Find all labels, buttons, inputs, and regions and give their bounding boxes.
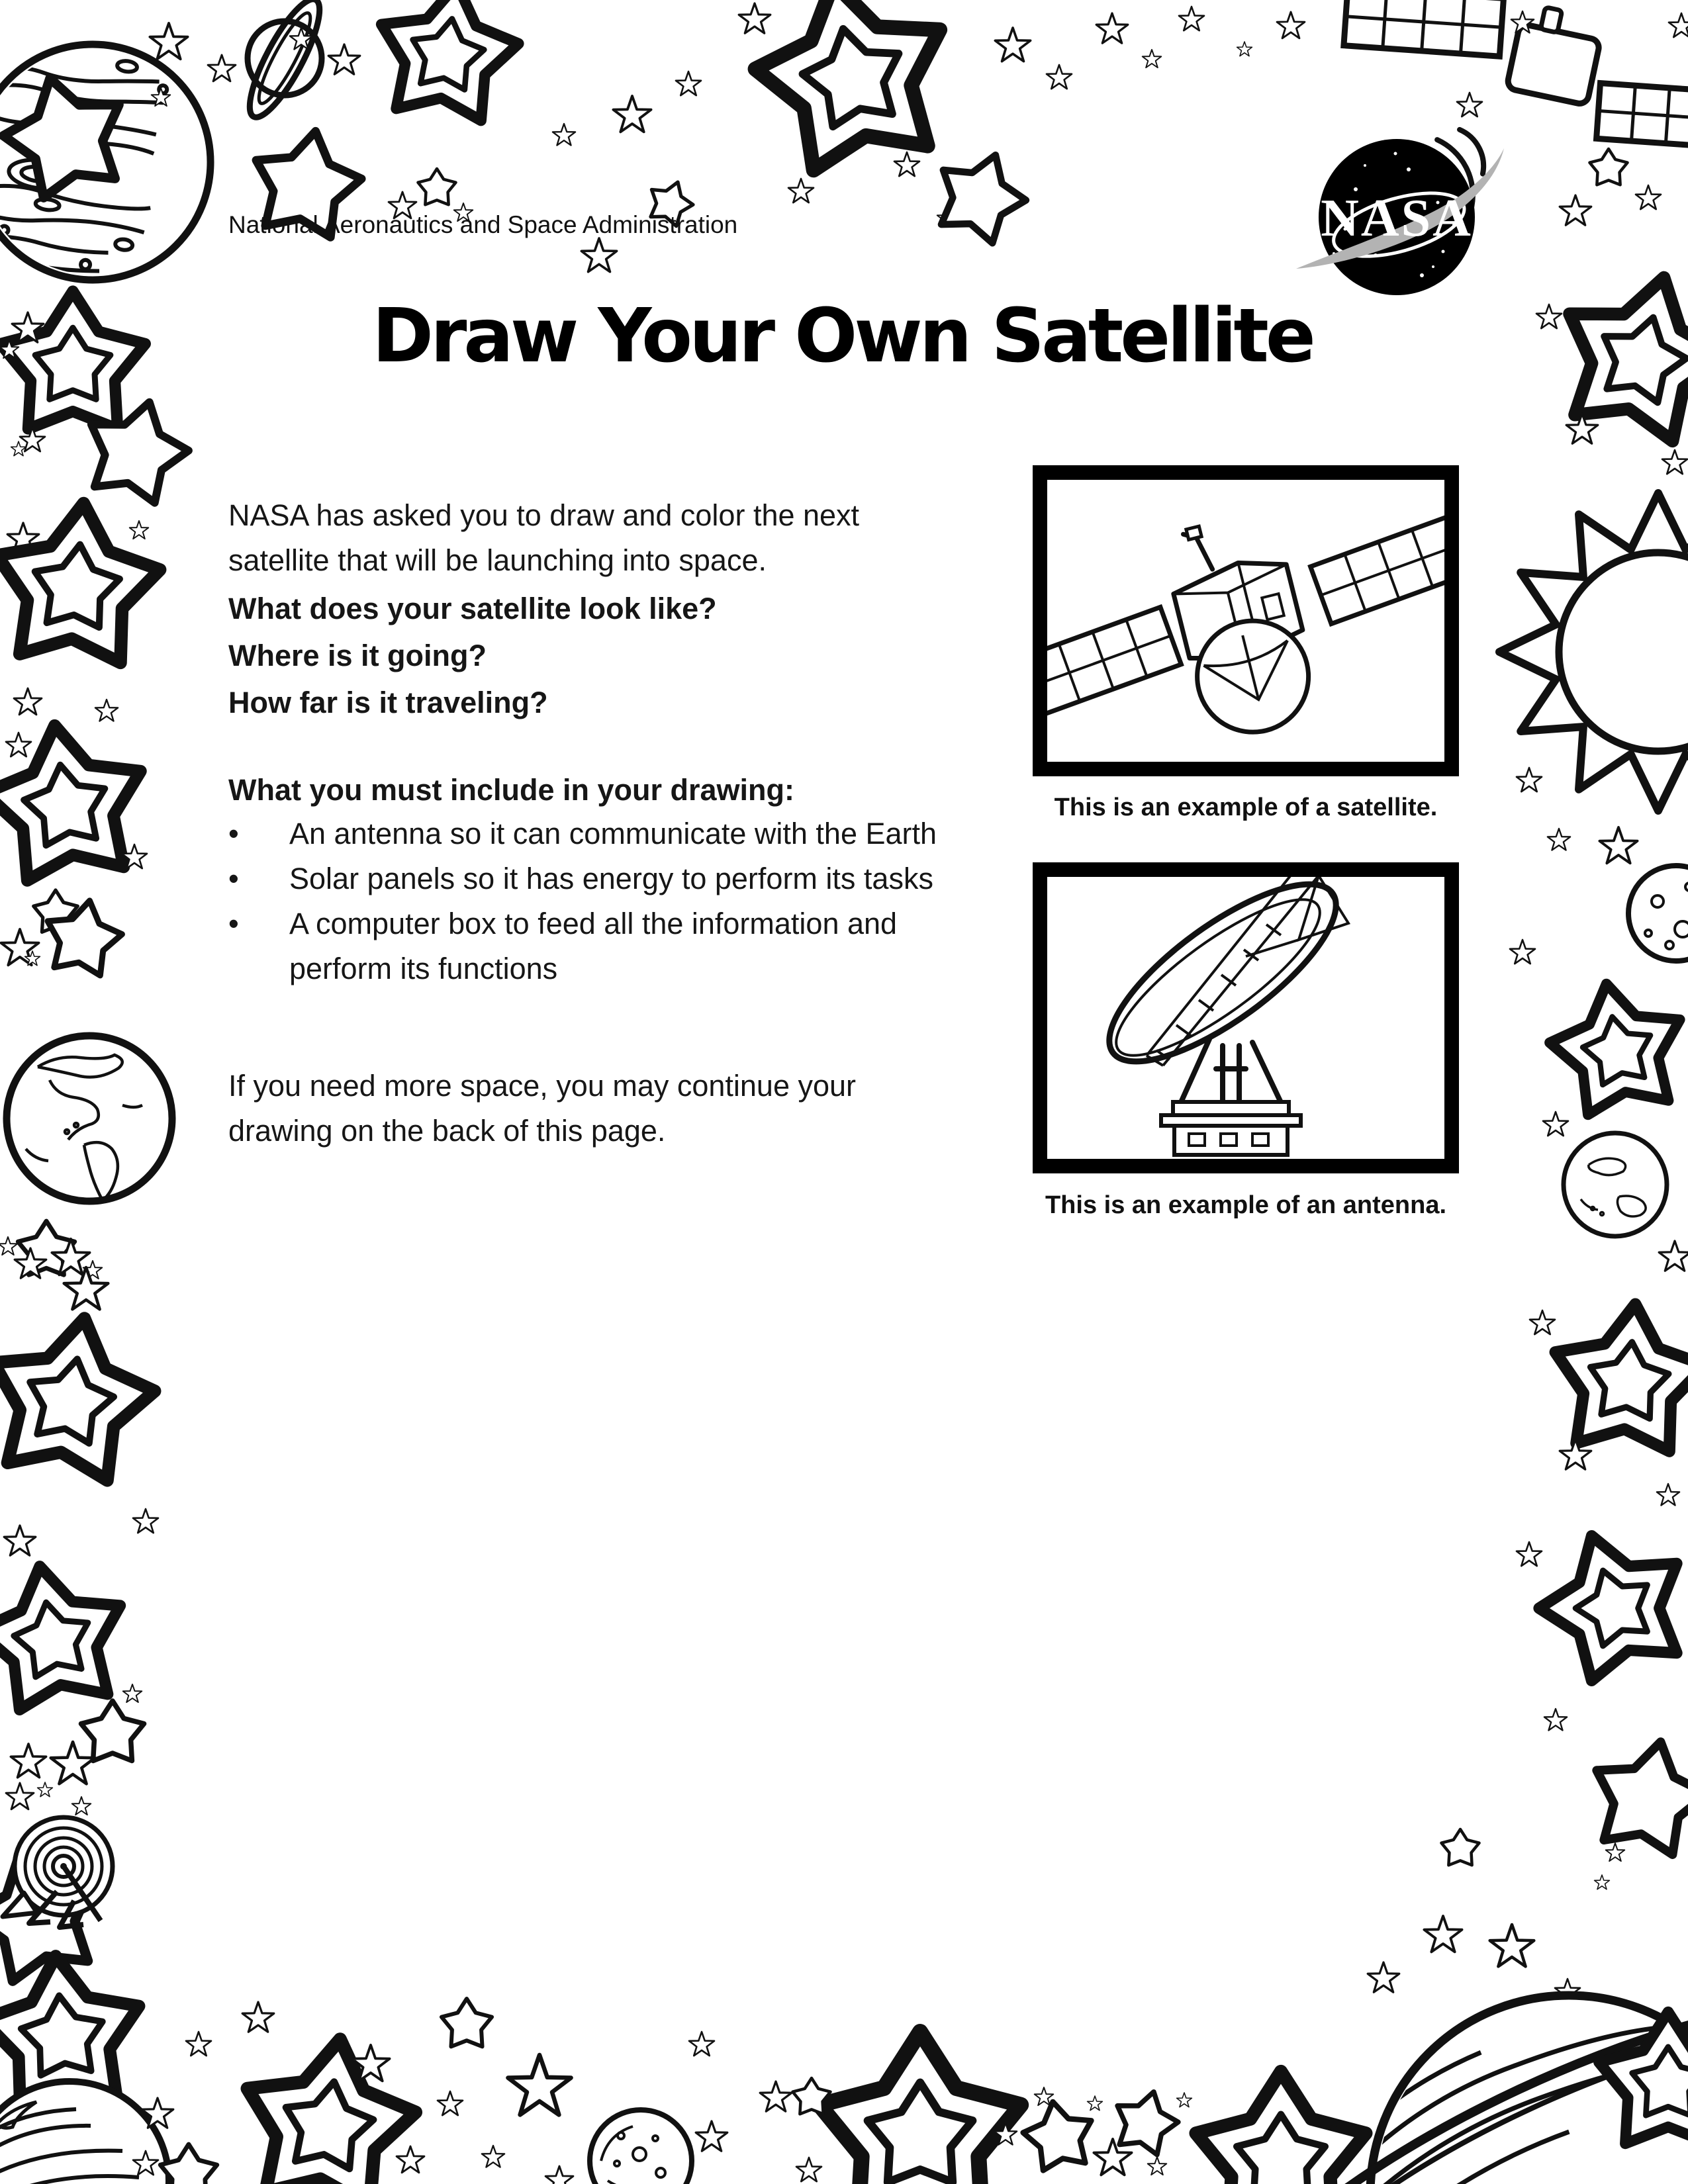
bullet-item [228, 811, 970, 856]
question-line: What does your satellite look like? [228, 592, 717, 625]
bullet-marker: • [228, 862, 239, 895]
sun-doodle [1499, 493, 1688, 811]
nasa-logo [1296, 139, 1504, 295]
questions-block [228, 585, 1023, 726]
bullet-marker: • [228, 907, 239, 940]
satellite-example-frame [1033, 465, 1459, 776]
antenna-example-drawing [1047, 877, 1444, 1163]
page-title: Draw Your Own Satellite [372, 293, 1313, 379]
agency-line: National Aeronautics and Space Administration [228, 211, 738, 238]
intro-paragraph: NASA has asked you to draw and color the next satellite that will be launching into space. [228, 498, 860, 577]
satellite-example-drawing [1047, 480, 1444, 762]
question-line: Where is it going? [228, 639, 487, 672]
note-paragraph: If you need more space, you may continue your drawing on the back of this page. [228, 1069, 857, 1148]
moon-cratered-doodle [590, 2110, 692, 2184]
bullet-text: A computer box to feed all the information and perform its functions [289, 907, 898, 985]
moon-doodle [1628, 866, 1688, 961]
antenna-example-caption: This is an example of an antenna. [1045, 1191, 1447, 1219]
bullet-list [228, 811, 970, 991]
antenna-example-frame [1033, 862, 1459, 1173]
bullet-item [228, 901, 970, 991]
radio-dish-doodle [3, 1817, 113, 1927]
earth-doodle [7, 1036, 172, 1201]
bullet-text: Solar panels so it has energy to perform its tasks [289, 862, 933, 895]
bullet-item [228, 856, 970, 901]
include-heading: What you must include in your drawing: [228, 773, 795, 807]
satellite-example-caption: This is an example of a satellite. [1054, 794, 1438, 821]
nasa-logo-text: NASA [1321, 189, 1473, 248]
bullet-text: An antenna so it can communicate with the Earth [289, 817, 937, 850]
earth-small-doodle [1564, 1133, 1667, 1236]
bullet-marker: • [228, 817, 239, 850]
saturn-small-doodle [238, 0, 332, 125]
question-line: How far is it traveling? [228, 686, 548, 719]
